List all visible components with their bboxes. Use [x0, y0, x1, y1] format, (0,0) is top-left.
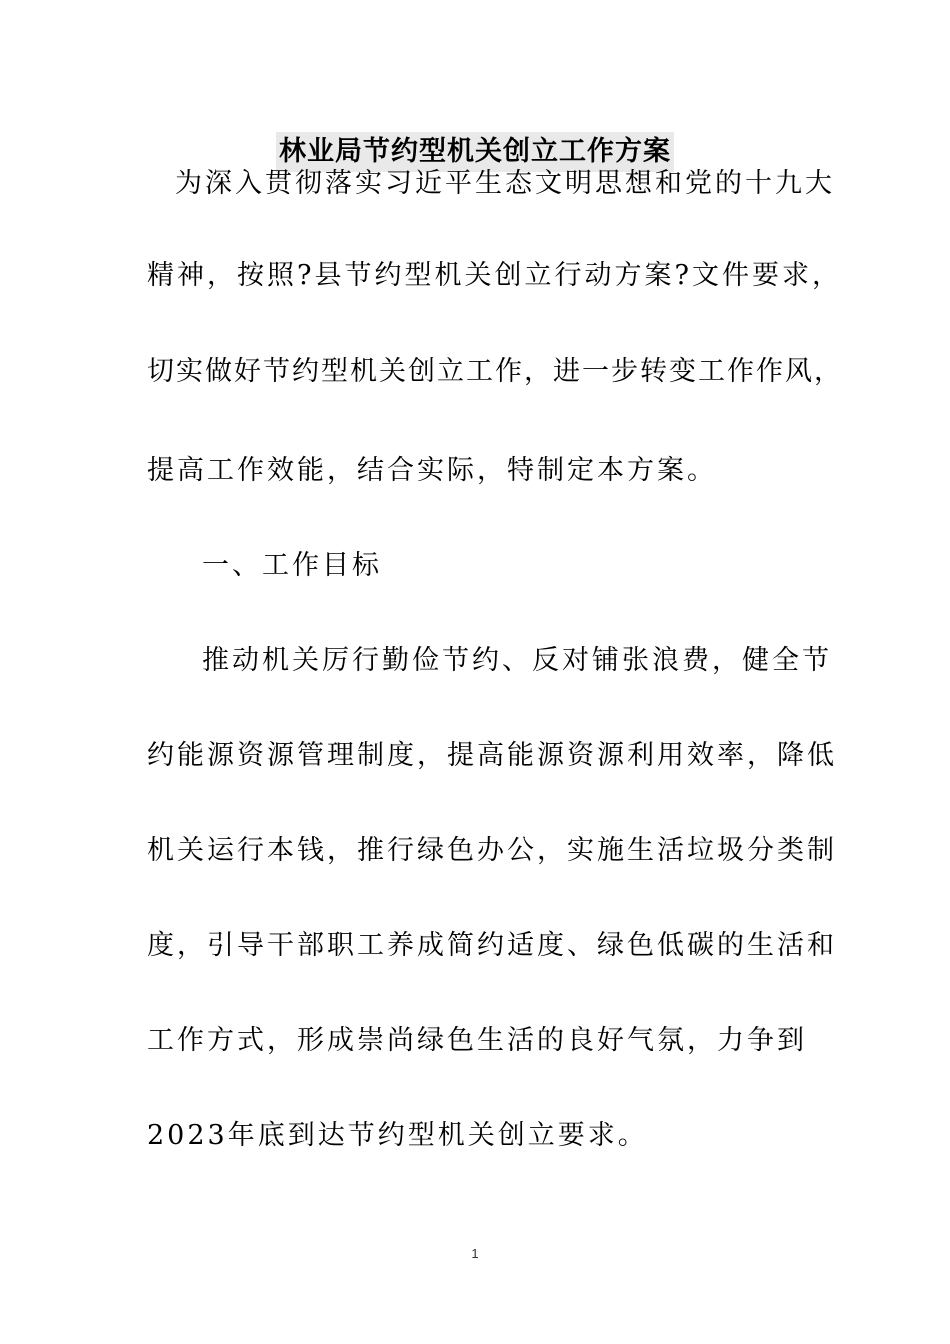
paragraph-line: 为深入贯彻落实习近平生态文明思想和党的十九大	[175, 168, 835, 199]
paragraph-line: 精神，按照?县节约型机关创立行动方案?文件要求，	[147, 260, 842, 291]
paragraph-line: 推动机关厉行勤俭节约、反对铺张浪费，健全节	[202, 645, 832, 676]
paragraph-line: 机关运行本钱，推行绿色办公，实施生活垃圾分类制	[147, 835, 837, 866]
paragraph-line: 切实做好节约型机关创立工作，进一步转变工作作风，	[147, 356, 843, 387]
paragraph-line: 提高工作效能，结合实际，特制定本方案。	[147, 455, 717, 486]
paragraph-line: 工作方式，形成崇尚绿色生活的良好气氛，力争到	[147, 1025, 807, 1056]
paragraph-line: 约能源资源管理制度，提高能源资源利用效率，降低	[147, 740, 837, 771]
page-number: 1	[471, 1246, 479, 1261]
document-title-text: 林业局节约型机关创立工作方案	[276, 132, 674, 172]
paragraph-line: 度，引导干部职工养成简约适度、绿色低碳的生活和	[147, 930, 837, 961]
paragraph-line: 2023年底到达节约型机关创立要求。	[147, 1120, 648, 1151]
section-heading: 一、工作目标	[202, 550, 382, 581]
